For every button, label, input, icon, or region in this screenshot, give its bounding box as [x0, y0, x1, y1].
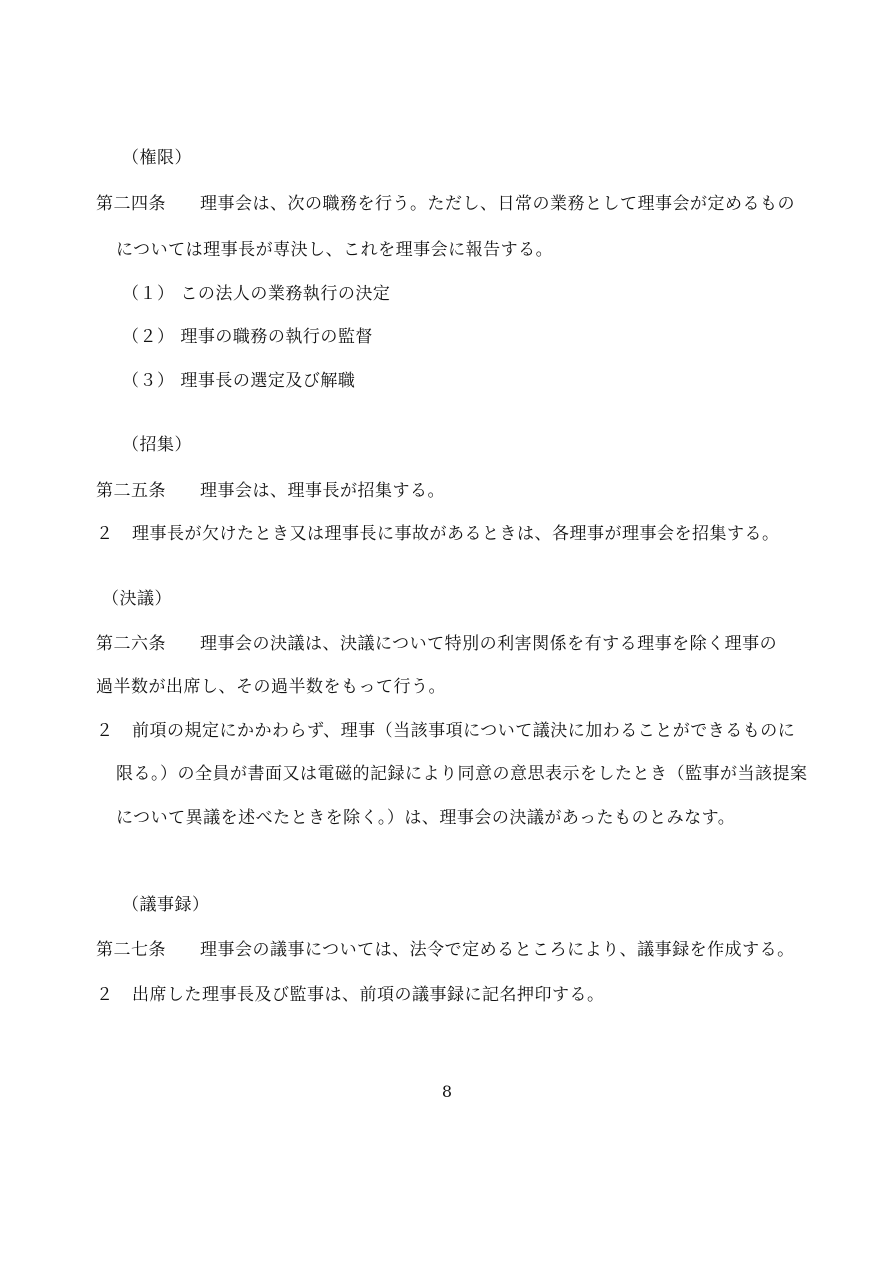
section-heading-minutes: （議事録）: [122, 895, 210, 915]
clause-2: [96, 983, 605, 1007]
clause-2: [96, 522, 780, 546]
clause-text: 理事長が欠けたとき又は理事長に事故があるときは、各理事が理事会を招集する。: [132, 524, 780, 544]
section-heading-authority: （権限）: [122, 148, 192, 168]
clause-number: ２: [96, 985, 114, 1005]
clause-text: 出席した理事長及び監事は、前項の議事録に記名押印する。: [132, 985, 605, 1005]
article-text: 理事会は、理事長が招集する。: [200, 481, 445, 501]
article-text: 理事会の決議は、決議について特別の利害関係を有する理事を除く理事の: [200, 634, 778, 654]
page-number: 8: [441, 1082, 453, 1101]
article-26: [96, 632, 777, 656]
article-number: 第二七条: [96, 940, 166, 960]
article-24: [96, 192, 795, 216]
clause-number: ２: [96, 524, 114, 544]
list-item: （１） この法人の業務執行の決定: [122, 284, 391, 304]
list-item: （２） 理事の職務の執行の監督: [122, 327, 373, 347]
section-heading-resolution: （決議）: [102, 589, 172, 609]
article-number: 第二四条: [96, 194, 166, 214]
article-24-continuation: については理事長が専決し、これを理事会に報告する。: [116, 240, 554, 260]
article-text: 理事会は、次の職務を行う。ただし、日常の業務として理事会が定めるもの: [200, 194, 795, 214]
article-26-continuation: 過半数が出席し、その過半数をもって行う。: [96, 677, 446, 697]
clause-text: 前項の規定にかかわらず、理事（当該事項について議決に加わることができるものに: [132, 721, 796, 741]
article-number: 第二五条: [96, 481, 166, 501]
clause-number: ２: [96, 721, 114, 741]
section-heading-convocation: （招集）: [122, 435, 192, 455]
clause-2-continuation: について異議を述べたときを除く。）は、理事会の決議があったものとみなす。: [116, 808, 736, 828]
list-item: （３） 理事長の選定及び解職: [122, 371, 356, 391]
article-25: [96, 479, 445, 503]
clause-2-continuation: 限る。）の全員が書面又は電磁的記録により同意の意思表示をしたとき（監事が当該提案: [116, 764, 808, 784]
article-number: 第二六条: [96, 634, 166, 654]
article-text: 理事会の議事については、法令で定めるところにより、議事録を作成する。: [200, 940, 795, 960]
article-27: [96, 938, 795, 962]
clause-2: [96, 719, 795, 743]
